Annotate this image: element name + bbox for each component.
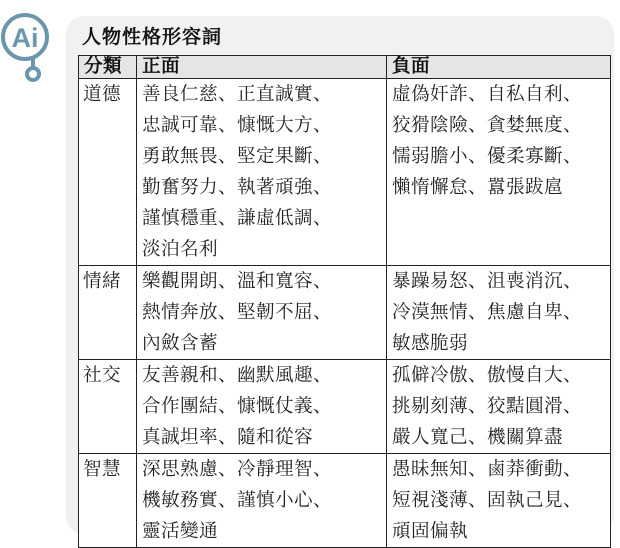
table-row (79, 454, 611, 548)
positive-adjective-line: 勇敢無畏、堅定果斷、 (142, 146, 332, 167)
negative-adjective-line: 冷漠無情、焦慮自卑、 (392, 302, 582, 323)
negative-cell (387, 266, 611, 360)
positive-adjective-line: 忠誠可靠、慷慨大方、 (142, 115, 332, 136)
ai-logo-icon (0, 10, 54, 86)
negative-adjective-line: 懶惰懈怠、囂張跋扈 (392, 177, 563, 198)
positive-adjective-line: 真誠坦率、隨和從容 (142, 427, 313, 448)
negative-adjective-line: 敏感脆弱 (392, 333, 468, 354)
negative-cell (387, 360, 611, 454)
negative-cell (387, 454, 611, 548)
negative-adjective-line: 暴躁易怒、沮喪消沉、 (392, 271, 582, 292)
negative-adjective-line: 虛偽奸詐、自私自利、 (392, 84, 582, 105)
negative-cell (387, 79, 611, 266)
negative-adjective-line: 頑固偏執 (392, 521, 468, 542)
positive-cell (137, 266, 387, 360)
positive-adjective-line: 熱情奔放、堅韌不屈、 (142, 302, 332, 323)
negative-adjective-line: 懦弱膽小、優柔寡斷、 (392, 146, 582, 167)
positive-adjective-line: 友善親和、幽默風趣、 (142, 365, 332, 386)
logo-text: Ai (11, 23, 39, 53)
table-row (79, 79, 611, 266)
negative-adjective-line: 狡猾陰險、貪婪無度、 (392, 115, 582, 136)
positive-cell (137, 454, 387, 548)
positive-adjective-line: 樂觀開朗、溫和寬容、 (142, 271, 332, 292)
table-row (79, 360, 611, 454)
positive-cell (137, 79, 387, 266)
table-row (79, 266, 611, 360)
header-positive: 正面 (137, 56, 387, 79)
negative-adjective-line: 嚴人寬己、機關算盡 (392, 427, 563, 448)
header-category: 分類 (79, 56, 137, 79)
adjectives-table (78, 55, 611, 548)
negative-adjective-line: 短視淺薄、固執己見、 (392, 490, 582, 511)
positive-adjective-line: 合作團結、慷慨仗義、 (142, 396, 332, 417)
positive-adjective-line: 內斂含蓄 (142, 333, 218, 354)
positive-adjective-line: 勤奮努力、執著頑強、 (142, 177, 332, 198)
negative-adjective-line: 愚昧無知、鹵莽衝動、 (392, 459, 582, 480)
negative-adjective-line: 挑剔刻薄、狡黠圓滑、 (392, 396, 582, 417)
category-cell: 道德 (79, 79, 137, 266)
category-cell: 社交 (79, 360, 137, 454)
positive-adjective-line: 機敏務實、謹慎小心、 (142, 490, 332, 511)
positive-cell (137, 360, 387, 454)
positive-adjective-line: 淡泊名利 (142, 239, 218, 260)
positive-adjective-line: 深思熟慮、冷靜理智、 (142, 459, 332, 480)
header-negative: 負面 (387, 56, 611, 79)
positive-adjective-line: 靈活變通 (142, 521, 218, 542)
table-header-row (79, 56, 611, 79)
positive-adjective-line: 善良仁慈、正直誠實、 (142, 84, 332, 105)
category-cell: 智慧 (79, 454, 137, 548)
page-title: 人物性格形容詞 (82, 26, 223, 48)
category-cell: 情緒 (79, 266, 137, 360)
table-body (79, 79, 611, 548)
negative-adjective-line: 孤僻冷傲、傲慢自大、 (392, 365, 582, 386)
positive-adjective-line: 謹慎穩重、謙虛低調、 (142, 208, 332, 229)
